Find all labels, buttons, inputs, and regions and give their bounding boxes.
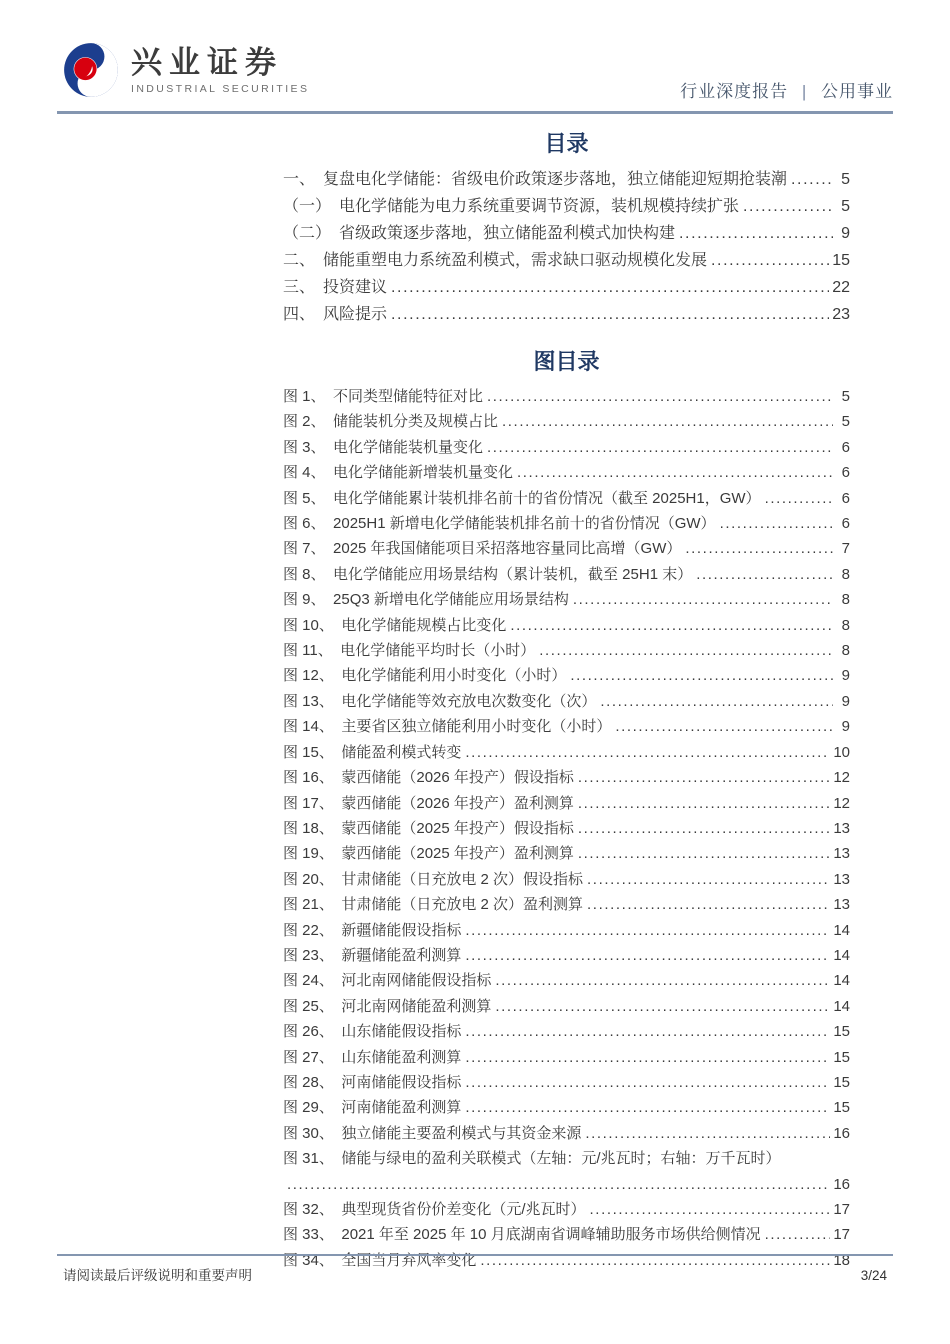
- entry-label: 二、 储能重塑电力系统盈利模式，需求缺口驱动规模化发展: [283, 252, 708, 269]
- figure-entry[interactable]: [283, 460, 850, 485]
- entry-label: 图 31、 储能与绿电的盈利关联模式（左轴：元/兆瓦时；右轴：万千瓦时）: [283, 1150, 781, 1168]
- dot-leader: [539, 638, 833, 663]
- brand-name-en: INDUSTRIAL SECURITIES: [131, 83, 310, 95]
- figure-entry[interactable]: [283, 409, 850, 434]
- figure-entry[interactable]: [283, 714, 850, 739]
- dot-leader: [765, 1222, 831, 1247]
- toc-entry[interactable]: [283, 220, 850, 247]
- figure-entry[interactable]: [283, 1146, 850, 1197]
- entry-page-number: 16: [833, 1175, 850, 1193]
- dot-leader: [487, 435, 833, 460]
- entry-label: 图 29、 河南储能盈利测算: [283, 1099, 462, 1117]
- entry-page-number: 15: [833, 1073, 850, 1091]
- entry-page-number: 13: [833, 845, 850, 863]
- toc-entry[interactable]: [283, 166, 850, 193]
- dot-leader: [615, 714, 833, 739]
- entry-page-number: 16: [833, 1124, 850, 1142]
- entry-label: 图 6、 2025H1 新增电化学储能装机排名前十的省份情况（GW）: [283, 515, 716, 533]
- entry-page-number: 15: [832, 252, 850, 269]
- entry-page-number: 13: [833, 870, 850, 888]
- entry-label: 图 23、 新疆储能盈利测算: [283, 946, 462, 964]
- entry-page-number: 5: [841, 198, 850, 215]
- dot-leader: [578, 791, 830, 816]
- brand-name-cn: 兴业证券: [131, 45, 283, 80]
- entry-page-number: 6: [841, 515, 850, 533]
- entry-label: 图 1、 不同类型储能特征对比: [283, 388, 484, 405]
- entry-label: 图 11、 电化学储能平均时长（小时）: [283, 642, 536, 660]
- entry-label: 图 4、 电化学储能新增装机量变化: [283, 464, 514, 482]
- figure-entry[interactable]: [283, 943, 850, 968]
- dot-leader: [720, 511, 833, 536]
- industrial-securities-logo-icon: [63, 42, 119, 98]
- figure-entry[interactable]: [283, 613, 850, 638]
- figure-entry[interactable]: [283, 1019, 850, 1044]
- dot-leader: [502, 409, 833, 434]
- figure-entry[interactable]: [283, 816, 850, 841]
- dot-leader: [570, 663, 833, 688]
- entry-page-number: 5: [841, 171, 850, 188]
- figure-entry[interactable]: [283, 1070, 850, 1095]
- figures-title: 图目录: [533, 349, 600, 374]
- entry-page-number: 17: [833, 1226, 850, 1244]
- entry-label: 图 2、 储能装机分类及规模占比: [283, 413, 499, 431]
- entry-page-number: 18: [833, 1251, 850, 1269]
- dot-leader: [765, 486, 833, 511]
- entry-page-number: 8: [841, 616, 850, 634]
- entry-label: 图 8、 电化学储能应用场景结构（累计装机，截至 25H1 末）: [283, 565, 693, 583]
- dot-leader: [465, 1095, 830, 1120]
- dot-leader: [679, 220, 833, 247]
- figure-entry[interactable]: [283, 562, 850, 587]
- entry-label: 图 18、 蒙西储能（2025 年投产）假设指标: [283, 819, 574, 837]
- entry-page-number: 9: [841, 718, 850, 736]
- entry-label: 图 12、 电化学储能利用小时变化（小时）: [283, 667, 567, 685]
- figure-entry[interactable]: [283, 689, 850, 714]
- entry-label: 图 3、 电化学储能装机量变化: [283, 438, 484, 456]
- dot-leader: [791, 166, 833, 193]
- dot-leader: [391, 301, 829, 328]
- entry-label: 图 25、 河北南网储能盈利测算: [283, 997, 492, 1015]
- dot-leader: [465, 943, 830, 968]
- figure-entry[interactable]: [283, 1197, 850, 1222]
- figure-entry[interactable]: [283, 867, 850, 892]
- entry-page-number: 9: [841, 225, 850, 242]
- dot-leader: [743, 193, 833, 220]
- figure-entry[interactable]: [283, 892, 850, 917]
- dot-leader: [510, 613, 833, 638]
- entry-page-number: 6: [841, 438, 850, 456]
- entry-label: （二） 省级政策逐步落地，独立储能盈利模式加快构建: [283, 225, 676, 242]
- dot-leader: [590, 1197, 831, 1222]
- dot-leader: [696, 562, 833, 587]
- figure-entry[interactable]: [283, 791, 850, 816]
- dot-leader: [391, 274, 829, 301]
- dot-leader: [578, 765, 830, 790]
- dot-leader: [495, 994, 830, 1019]
- dot-leader: [685, 536, 833, 561]
- entry-label: 图 32、 典型现货省份价差变化（元/兆瓦时）: [283, 1201, 586, 1218]
- report-type-header: [680, 77, 893, 102]
- entry-page-number: 6: [841, 489, 850, 507]
- figure-entry[interactable]: [283, 841, 850, 866]
- figure-entry[interactable]: [283, 435, 850, 460]
- entry-page-number: 15: [833, 1099, 850, 1117]
- dot-leader: [711, 247, 829, 274]
- entry-label: 图 9、 25Q3 新增电化学储能应用场景结构: [283, 591, 569, 609]
- dot-leader: [578, 816, 830, 841]
- entry-page-number: 13: [833, 819, 850, 837]
- entry-page-number: 10: [833, 743, 850, 761]
- report-header: [57, 40, 893, 114]
- toc-entry[interactable]: [283, 274, 850, 301]
- entry-page-number: 9: [841, 692, 850, 710]
- toc-entry[interactable]: [283, 193, 850, 220]
- entry-label: 三、 投资建议: [283, 279, 388, 296]
- dot-leader: [600, 689, 833, 714]
- toc-entry[interactable]: [283, 247, 850, 274]
- dot-leader: [465, 918, 830, 943]
- entry-page-number: 13: [833, 896, 850, 914]
- figure-entry[interactable]: [283, 486, 850, 511]
- footer-disclaimer: 请阅读最后评级说明和重要声明: [63, 1268, 252, 1283]
- table-of-contents: [283, 130, 850, 1273]
- figure-entry[interactable]: [283, 663, 850, 688]
- entry-label: 图 17、 蒙西储能（2026 年投产）盈利测算: [283, 794, 574, 812]
- entry-label: 图 21、 甘肃储能（日充放电 2 次）盈利测算: [283, 896, 584, 914]
- dot-leader: [487, 384, 833, 409]
- figure-entry[interactable]: [283, 968, 850, 993]
- entry-page-number: 15: [833, 1048, 850, 1066]
- entry-label: 图 26、 山东储能假设指标: [283, 1023, 462, 1041]
- entry-label: 图 30、 独立储能主要盈利模式与其资金来源: [283, 1124, 582, 1142]
- entry-label: 四、 风险提示: [283, 306, 388, 323]
- entry-page-number: 14: [833, 972, 850, 990]
- dot-leader: [465, 1045, 830, 1070]
- entry-page-number: 14: [833, 997, 850, 1015]
- entry-label: 图 24、 河北南网储能假设指标: [283, 972, 492, 990]
- figure-entry[interactable]: [283, 384, 850, 409]
- figure-entry[interactable]: [283, 1045, 850, 1070]
- figure-entry[interactable]: [283, 740, 850, 765]
- dot-leader: [465, 1070, 830, 1095]
- entry-page-number: 22: [832, 279, 850, 296]
- entry-label: 图 7、 2025 年我国储能项目采招落地容量同比高增（GW）: [283, 540, 682, 558]
- entry-page-number: 7: [841, 540, 850, 558]
- company-logo: [63, 42, 309, 98]
- page-footer: [57, 1254, 893, 1284]
- entry-label: 图 16、 蒙西储能（2026 年投产）假设指标: [283, 769, 574, 787]
- entry-label: 图 33、 2021 年至 2025 年 10 月底湖南省调峰辅助服务市场供给侧情况: [283, 1226, 761, 1244]
- entry-page-number: 8: [841, 591, 850, 609]
- entry-page-number: 8: [841, 565, 850, 583]
- entry-label: 图 13、 电化学储能等效充放电次数变化（次）: [283, 692, 597, 710]
- figure-entry[interactable]: [283, 918, 850, 943]
- report-type-label: 行业深度报告: [680, 82, 789, 101]
- entry-page-number: 17: [833, 1201, 850, 1218]
- figure-entry[interactable]: [283, 1121, 850, 1146]
- dot-leader: [495, 968, 830, 993]
- entry-label: （一） 电化学储能为电力系统重要调节资源，装机规模持续扩张: [283, 198, 740, 215]
- entry-label: 图 5、 电化学储能累计装机排名前十的省份情况（截至 2025H1，GW）: [283, 489, 761, 507]
- entry-label: 图 14、 主要省区独立储能利用小时变化（小时）: [283, 718, 612, 736]
- entry-page-number: 6: [841, 464, 850, 482]
- figure-entry[interactable]: [283, 994, 850, 1019]
- dot-leader: [287, 1172, 830, 1197]
- entry-page-number: 14: [833, 946, 850, 964]
- figure-entry[interactable]: [283, 1222, 850, 1247]
- entry-page-number: 15: [833, 1023, 850, 1041]
- entry-label: 一、 复盘电化学储能：省级电价政策逐步落地，独立储能迎短期抢装潮: [283, 171, 788, 188]
- entry-label: 图 19、 蒙西储能（2025 年投产）盈利测算: [283, 845, 574, 863]
- entry-label: 图 28、 河南储能假设指标: [283, 1073, 462, 1091]
- dot-leader: [465, 740, 830, 765]
- toc-entry[interactable]: [283, 301, 850, 328]
- entry-page-number: 9: [841, 667, 850, 685]
- sector-label: 公用事业: [821, 82, 893, 101]
- entry-label: 图 10、 电化学储能规模占比变化: [283, 616, 507, 634]
- entry-label: 图 27、 山东储能盈利测算: [283, 1048, 462, 1066]
- dot-leader: [585, 1121, 830, 1146]
- entry-page-number: 8: [841, 642, 850, 660]
- dot-leader: [465, 1019, 830, 1044]
- dot-leader: [573, 587, 833, 612]
- entry-label: 图 20、 甘肃储能（日充放电 2 次）假设指标: [283, 870, 584, 888]
- footer-page-indicator: 3/24: [860, 1268, 887, 1283]
- entry-page-number: 23: [832, 306, 850, 323]
- entry-page-number: 5: [841, 413, 850, 431]
- dot-leader: [578, 841, 830, 866]
- entry-page-number: 12: [833, 794, 850, 812]
- figure-entry[interactable]: [283, 587, 850, 612]
- entry-page-number: 12: [833, 769, 850, 787]
- dot-leader: [587, 867, 830, 892]
- entry-page-number: 5: [841, 388, 850, 405]
- entry-page-number: 14: [833, 921, 850, 939]
- entry-label: 图 34、 全国当月弃风率变化: [283, 1251, 477, 1269]
- figures-list: [283, 384, 850, 1273]
- dot-leader: [517, 460, 833, 485]
- toc-title: 目录: [544, 131, 589, 156]
- dot-leader: [587, 892, 830, 917]
- entry-label: 图 15、 储能盈利模式转变: [283, 743, 462, 761]
- figure-entry[interactable]: [283, 765, 850, 790]
- figure-entry[interactable]: [283, 638, 850, 663]
- entry-label: 图 22、 新疆储能假设指标: [283, 921, 462, 939]
- toc-list: [283, 166, 850, 328]
- figure-entry[interactable]: [283, 1095, 850, 1120]
- figure-entry[interactable]: [283, 511, 850, 536]
- header-divider: [57, 111, 893, 114]
- header-separator: |: [801, 82, 808, 101]
- figure-entry[interactable]: [283, 536, 850, 561]
